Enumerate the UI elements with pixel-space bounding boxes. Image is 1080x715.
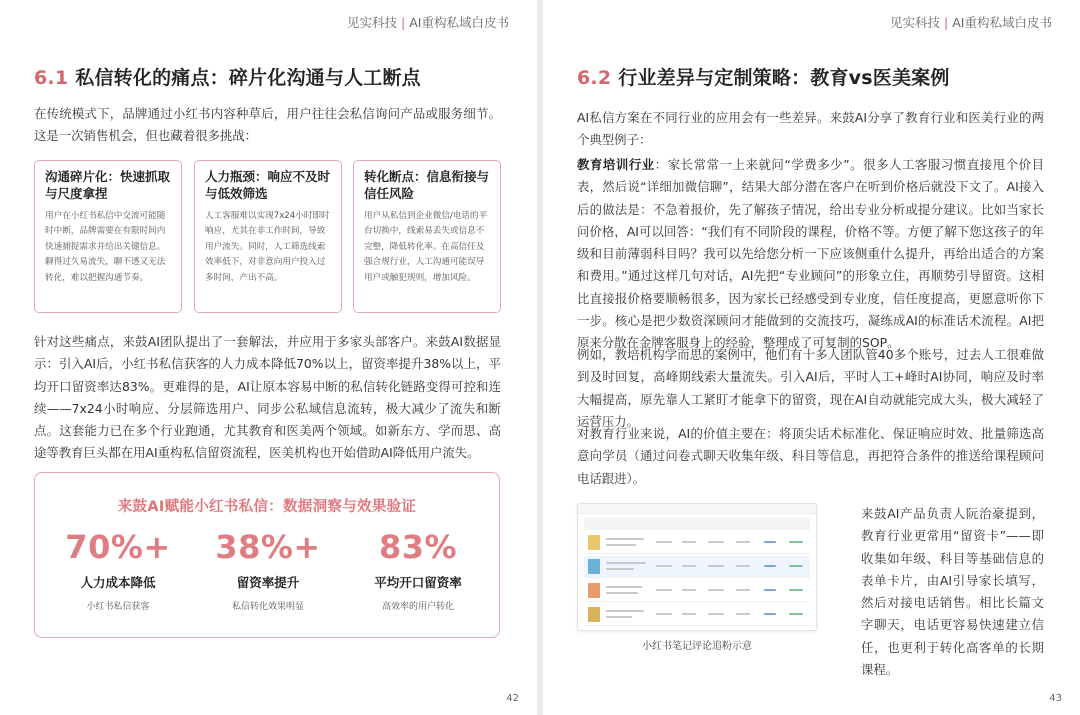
stat-item	[43, 525, 193, 612]
stats-box	[34, 472, 500, 638]
page-43	[543, 0, 1080, 715]
running-header	[347, 13, 509, 31]
value-paragraph: 对教育行业来说，AI的价值主要在：将顶尖话术标准化、保证响应时效、批量筛选高意向学员（通过问卷式聊天收集年级、科目等信息，再把符合条件的推送给课程顾问电话跟进）。	[577, 426, 1044, 486]
edu-label: 教育培训行业	[577, 157, 655, 172]
stat-label: 人力成本降低	[80, 575, 156, 590]
pain-point-card	[194, 160, 342, 313]
running-header	[890, 13, 1052, 31]
intro-paragraph: AI私信方案在不同行业的应用会有一些差异。来鼓AI分享了教育行业和医美行业的两个典型例子：	[577, 110, 1044, 148]
case-paragraph: 例如，教培机构学而思的案例中，他们有十多人团队管40多个账号，过去人工很难做到及时回复，高峰期线索大量流失。引入AI后，平时人工+峰时AI协同，响应及时率大幅提高，原先靠人工紧盯才能拿下的留资，现在AI自动就能完成大头，极大减轻了运营压力。	[577, 347, 1044, 429]
section-title-text: 行业差异与定制策略：教育vs医美案例	[618, 67, 950, 89]
card-title: 转化断点：信息衔接与信任风险	[364, 169, 490, 201]
page-42	[0, 0, 537, 715]
card-title: 人力瓶颈：响应不及时与低效筛选	[205, 169, 331, 201]
stat-value: 83%	[378, 528, 458, 566]
stat-item	[193, 525, 343, 612]
screenshot-table-row	[584, 604, 810, 626]
header-doc-title: AI重构私域白皮书	[409, 15, 509, 30]
stats-title: 来鼓AI赋能小红书私信：数据洞察与效果验证	[117, 499, 417, 515]
stat-item	[343, 525, 493, 612]
page-number: 43	[1049, 693, 1062, 704]
edu-text: ：家长常常一上来就问“学费多少”。很多人工客服习惯直接甩个价目表，然后说“详细加微信聊”，结果大部分潜在客户在听到价格后就没下文了。AI接入后的做法是：不急着报价，先了解孩子情况，给出专业分析或提分建议。比如当家长问价格，AI可以回答：“我们有不同阶段的课程，价格不等。方便了解下您这孩子的年级和目前薄弱科目吗？我可以先给您分析一下应该侧重什么提升，再给出适合的方案和费用。”通过这样几句对话，AI先把“专业顾问”的形象立住，再顺势引导留资。这相比直接报价格要顺畅很多，因为家长已经感受到专业度，信任度提高，更愿意听你下一步。核心是把少数资深顾问才能做到的交流技巧，凝练成AI的标准话术流程。AI把原来分散在金牌客服身上的经验，整理成了可复制的SOP。	[577, 157, 1045, 351]
section-number: 6.1	[34, 67, 69, 89]
screenshot-topbar	[578, 504, 816, 514]
stat-label: 平均开口留资率	[374, 575, 462, 590]
note-thumbnail	[588, 535, 600, 550]
header-doc-title: AI重构私域白皮书	[952, 15, 1052, 30]
body-paragraph: 针对这些痛点，来鼓AI团队提出了一套解法，并应用于多家头部客户。来鼓AI数据显示：引入AI后，小红书私信获客的人力成本降低70%以上，留资率提升38%以上，平均开口留资率达83%。更难得的是，AI让原本容易中断的私信转化链路变得可控和连续——7x24小时响应、分层筛选用户、同步公私域信息流转，极大减少了流失和断点。这套能力已在多个行业跑通，尤其教育和医美两个领域。如新东方、学而思、高途等教育巨头都在用AI重构私信留资流程，医美机构也开始借助AI降低用户流失。	[34, 334, 501, 461]
side-paragraph: 来鼓AI产品负责人阮治豪提到，教育行业更常用“留资卡”——即收集如年级、科目等基础信息的表单卡片，由AI引导家长填写，然后对接电话销售。相比长篇文字聊天，电话更容易快速建立信任，也更利于转化高客单的长期课程。	[861, 506, 1044, 678]
edu-paragraph	[577, 154, 1044, 355]
section-number: 6.2	[577, 67, 612, 89]
note-thumbnail	[588, 607, 600, 622]
screenshot-figure	[577, 503, 817, 631]
note-thumbnail	[588, 583, 600, 598]
screenshot-table-header	[584, 518, 810, 530]
section-title	[34, 63, 421, 90]
section-title	[577, 63, 950, 90]
card-title: 沟通碎片化：快速抓取与尺度拿捏	[45, 169, 171, 201]
stat-value: 70%+	[65, 528, 171, 566]
header-brand: 见实科技	[890, 15, 941, 30]
figure-caption: 小红书笔记评论追粉示意	[642, 641, 752, 652]
stat-subtext: 私信转化效果明显	[231, 602, 304, 612]
header-brand: 见实科技	[347, 15, 398, 30]
header-separator: |	[401, 15, 406, 30]
card-body: 人工客服难以实现7x24小时即时响应，尤其在非工作时间，导致用户流失。同时，人工筛选线索效率低下，对非意向用户投入过多时间，产出不高。	[205, 211, 330, 283]
pain-point-card	[34, 160, 182, 313]
screenshot-table-row	[584, 532, 810, 554]
pain-point-card	[353, 160, 501, 313]
screenshot-table-row	[584, 580, 810, 602]
page-number: 42	[506, 693, 519, 704]
stat-value: 38%+	[215, 528, 321, 566]
screenshot-table-row	[584, 556, 810, 578]
note-thumbnail	[588, 559, 600, 574]
stat-subtext: 小红书私信获客	[86, 602, 150, 612]
card-body: 用户从私信到企业微信/电话的平台切换中，线索易丢失或信息不完整，降低转化率。在高信任及强合规行业，人工沟通可能误导用户或触犯规则，增加风险。	[364, 211, 488, 283]
stat-label: 留资率提升	[236, 575, 300, 590]
header-separator: |	[944, 15, 949, 30]
intro-paragraph: 在传统模式下，品牌通过小红书内容种草后，用户往往会私信询问产品或服务细节。这是一次销售机会，但也藏着很多挑战：	[34, 106, 501, 144]
section-title-text: 私信转化的痛点：碎片化沟通与人工断点	[75, 67, 421, 89]
card-body: 用户在小红书私信中交流可能随时中断，品牌需要在有限时间内快速捕捉需求并给出关键信息。聊得过久易流失，聊不透又无法转化，难以把握沟通节奏。	[45, 211, 166, 283]
stat-subtext: 高效率的用户转化	[381, 602, 454, 612]
